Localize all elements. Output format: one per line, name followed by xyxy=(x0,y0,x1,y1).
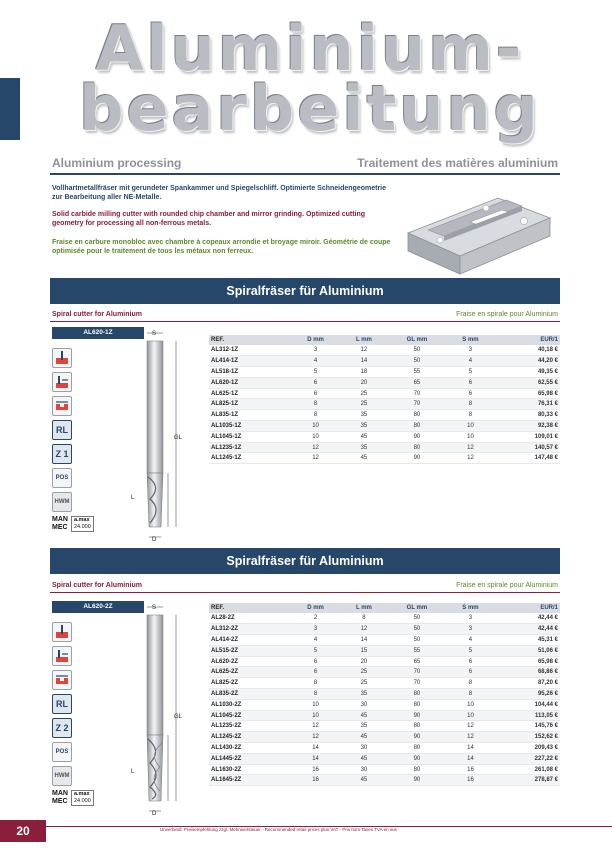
cell-l: 45 xyxy=(340,775,387,786)
col-gl-header: GL mm xyxy=(388,335,447,345)
cell-price: 104,44 € xyxy=(495,699,560,710)
section-2-subtitle-english: Spiral cutter for Aluminium xyxy=(52,582,142,589)
table-row xyxy=(209,399,560,410)
section-1-cutter-drawing xyxy=(110,327,200,545)
cell-l: 14 xyxy=(340,356,387,367)
cell-d: 10 xyxy=(291,431,340,442)
cell-price: 147,48 € xyxy=(495,453,560,464)
cell-s: 12 xyxy=(446,453,495,464)
cell-s: 12 xyxy=(446,732,495,743)
subtitle-french: Traitement des matières aluminium xyxy=(357,156,558,170)
cell-s: 6 xyxy=(446,388,495,399)
cell-s: 3 xyxy=(446,613,495,624)
cell-price: 227,22 € xyxy=(495,753,560,764)
side-color-bar xyxy=(0,78,20,140)
cell-gl: 90 xyxy=(388,431,447,442)
cell-d: 5 xyxy=(291,645,340,656)
cell-ref: AL1235-1Z xyxy=(209,442,291,453)
cell-l: 35 xyxy=(340,689,387,700)
table-row xyxy=(209,710,560,721)
intro-english: Solid carbide milling cutter with rounded chip chamber and mirror grinding. Optimized cutting geometry for processing all non-ferrous metals. xyxy=(52,211,366,228)
cell-gl: 90 xyxy=(388,775,447,786)
cell-s: 10 xyxy=(446,699,495,710)
cell-gl: 80 xyxy=(388,442,447,453)
pos-icon: POS xyxy=(52,468,72,488)
cell-s: 8 xyxy=(446,410,495,421)
cell-price: 49,35 € xyxy=(495,367,560,378)
cell-gl: 80 xyxy=(388,421,447,432)
table-row xyxy=(209,377,560,388)
cell-gl: 70 xyxy=(388,399,447,410)
dim-gl-label: GL xyxy=(174,435,183,441)
page-title-line-2: bearbeitung xyxy=(79,72,541,145)
cell-d: 6 xyxy=(291,377,340,388)
flute-count-icon: Z 2 xyxy=(52,718,72,738)
cell-ref: AL1035-1Z xyxy=(209,421,291,432)
cell-l: 12 xyxy=(340,624,387,635)
cell-ref: AL1630-2Z xyxy=(209,764,291,775)
dim-gl-label: GL xyxy=(174,714,183,720)
table-row xyxy=(209,753,560,764)
cell-l: 8 xyxy=(340,613,387,624)
slot-milling-icon xyxy=(52,396,72,416)
cell-gl: 80 xyxy=(388,764,447,775)
cell-ref: AL835-2Z xyxy=(209,689,291,700)
cell-l: 30 xyxy=(340,699,387,710)
cell-d: 8 xyxy=(291,678,340,689)
cell-l: 25 xyxy=(340,399,387,410)
cell-d: 14 xyxy=(291,753,340,764)
dim-d-label: D xyxy=(152,811,157,817)
cell-price: 65,98 € xyxy=(495,388,560,399)
aluminium-block-illustration xyxy=(398,178,560,278)
table-row xyxy=(209,421,560,432)
cell-ref: AL1235-2Z xyxy=(209,721,291,732)
table-header-row xyxy=(209,603,560,613)
cell-d: 8 xyxy=(291,399,340,410)
cell-price: 68,86 € xyxy=(495,667,560,678)
cell-d: 12 xyxy=(291,442,340,453)
cell-price: 80,33 € xyxy=(495,410,560,421)
cell-s: 12 xyxy=(446,721,495,732)
section-2-subtitle xyxy=(50,580,560,592)
col-s-header: S mm xyxy=(446,603,495,613)
cell-gl: 50 xyxy=(388,635,447,646)
cell-price: 109,01 € xyxy=(495,431,560,442)
cell-l: 35 xyxy=(340,421,387,432)
cell-price: 113,05 € xyxy=(495,710,560,721)
table-row xyxy=(209,442,560,453)
table-row xyxy=(209,453,560,464)
cell-l: 25 xyxy=(340,388,387,399)
cell-ref: AL312-1Z xyxy=(209,345,291,356)
cell-l: 45 xyxy=(340,753,387,764)
table-row xyxy=(209,732,560,743)
cell-ref: AL414-2Z xyxy=(209,635,291,646)
section-2-feature-icons xyxy=(52,622,91,806)
cell-ref: AL414-1Z xyxy=(209,356,291,367)
cell-s: 10 xyxy=(446,421,495,432)
cell-price: 42,44 € xyxy=(495,624,560,635)
cell-s: 3 xyxy=(446,345,495,356)
table-row xyxy=(209,764,560,775)
dim-s-label: S xyxy=(152,331,157,337)
cell-l: 45 xyxy=(340,710,387,721)
max-rpm-box xyxy=(71,516,94,532)
subtitle-english: Aluminium processing xyxy=(52,156,182,170)
cell-d: 5 xyxy=(291,367,340,378)
amax-label: a.max xyxy=(73,517,90,523)
subtitle-divider xyxy=(50,173,560,175)
cell-l: 45 xyxy=(340,453,387,464)
hwm-carbide-icon: HWM xyxy=(52,766,72,786)
section-2-title: Spiralfräser für Aluminium xyxy=(50,548,560,574)
cell-l: 35 xyxy=(340,410,387,421)
table-row xyxy=(209,656,560,667)
cell-ref: AL1445-2Z xyxy=(209,753,291,764)
section-1-subtitle xyxy=(50,309,560,321)
col-s-header: S mm xyxy=(446,335,495,345)
cell-d: 3 xyxy=(291,624,340,635)
cell-price: 152,62 € xyxy=(495,732,560,743)
cell-l: 20 xyxy=(340,377,387,388)
cell-gl: 90 xyxy=(388,753,447,764)
cell-gl: 80 xyxy=(388,743,447,754)
table-row xyxy=(209,689,560,700)
cell-ref: AL825-2Z xyxy=(209,678,291,689)
col-l-header: L mm xyxy=(340,335,387,345)
cell-ref: AL1045-1Z xyxy=(209,431,291,442)
col-price-header: EUR/1 xyxy=(495,603,560,613)
cell-d: 12 xyxy=(291,732,340,743)
cell-s: 10 xyxy=(446,431,495,442)
col-ref-header: REF. xyxy=(209,603,291,613)
cell-s: 4 xyxy=(446,356,495,367)
cell-gl: 80 xyxy=(388,721,447,732)
cell-gl: 70 xyxy=(388,667,447,678)
cell-gl: 55 xyxy=(388,645,447,656)
col-d-header: D mm xyxy=(291,335,340,345)
hwm-carbide-icon: HWM xyxy=(52,492,72,512)
table-row xyxy=(209,721,560,732)
section-2-table-body xyxy=(209,613,560,786)
col-d-header: D mm xyxy=(291,603,340,613)
man-label: MAN xyxy=(52,516,68,523)
cell-gl: 50 xyxy=(388,624,447,635)
section-1-subtitle-french: Fraise en spirale pour Aluminium xyxy=(456,311,558,318)
cell-s: 8 xyxy=(446,399,495,410)
cell-d: 6 xyxy=(291,656,340,667)
slot-milling-icon xyxy=(52,670,72,690)
section-2-cutter-drawing xyxy=(110,601,200,819)
col-l-header: L mm xyxy=(340,603,387,613)
rl-rotation-icon: RL xyxy=(52,420,72,440)
section-1-feature-icons xyxy=(52,348,91,532)
table-row xyxy=(209,388,560,399)
cell-price: 278,87 € xyxy=(495,775,560,786)
table-row xyxy=(209,356,560,367)
table-row xyxy=(209,743,560,754)
cell-s: 12 xyxy=(446,442,495,453)
cell-gl: 80 xyxy=(388,689,447,700)
cell-d: 8 xyxy=(291,689,340,700)
side-milling-icon xyxy=(52,372,72,392)
cell-l: 45 xyxy=(340,732,387,743)
cell-gl: 50 xyxy=(388,345,447,356)
cell-d: 10 xyxy=(291,421,340,432)
cell-l: 45 xyxy=(340,431,387,442)
machine-type-label xyxy=(52,516,91,532)
cell-gl: 50 xyxy=(388,613,447,624)
plunge-cut-icon xyxy=(52,348,72,368)
cell-s: 6 xyxy=(446,377,495,388)
cell-gl: 70 xyxy=(388,678,447,689)
cell-gl: 55 xyxy=(388,367,447,378)
section-2-subtitle-french: Fraise en spirale pour Aluminium xyxy=(456,582,558,589)
section-1-subtitle-english: Spiral cutter for Aluminium xyxy=(52,311,142,318)
section-1-table-body xyxy=(209,345,560,464)
cell-s: 6 xyxy=(446,656,495,667)
dim-l-label: L xyxy=(131,769,135,775)
cell-price: 76,31 € xyxy=(495,399,560,410)
dim-s-label: S xyxy=(152,605,157,611)
cell-l: 35 xyxy=(340,721,387,732)
table-row xyxy=(209,410,560,421)
cell-price: 92,38 € xyxy=(495,421,560,432)
cell-ref: AL1045-2Z xyxy=(209,710,291,721)
col-gl-header: GL mm xyxy=(388,603,447,613)
cell-gl: 80 xyxy=(388,410,447,421)
cell-ref: AL518-1Z xyxy=(209,367,291,378)
cell-s: 5 xyxy=(446,367,495,378)
cell-l: 30 xyxy=(340,743,387,754)
cell-ref: AL312-2Z xyxy=(209,624,291,635)
cell-d: 10 xyxy=(291,710,340,721)
cell-price: 51,06 € xyxy=(495,645,560,656)
amax-label: a.max xyxy=(73,791,90,797)
cell-price: 145,76 € xyxy=(495,721,560,732)
col-price-header: EUR/1 xyxy=(495,335,560,345)
cell-s: 8 xyxy=(446,678,495,689)
section-1-title: Spiralfräser für Aluminium xyxy=(50,278,560,304)
cell-l: 35 xyxy=(340,442,387,453)
cell-d: 10 xyxy=(291,699,340,710)
section-1-price-table xyxy=(209,335,560,464)
cell-l: 15 xyxy=(340,645,387,656)
cell-gl: 90 xyxy=(388,732,447,743)
table-row xyxy=(209,678,560,689)
table-row xyxy=(209,624,560,635)
cell-s: 6 xyxy=(446,667,495,678)
cell-ref: AL1430-2Z xyxy=(209,743,291,754)
table-row xyxy=(209,699,560,710)
table-row xyxy=(209,613,560,624)
cell-price: 44,20 € xyxy=(495,356,560,367)
cell-ref: AL620-2Z xyxy=(209,656,291,667)
cell-ref: AL1245-2Z xyxy=(209,732,291,743)
cell-s: 14 xyxy=(446,753,495,764)
cell-ref: AL835-1Z xyxy=(209,410,291,421)
machine-type-label xyxy=(52,790,91,806)
table-row xyxy=(209,667,560,678)
cell-d: 14 xyxy=(291,743,340,754)
max-rpm-value: 24.000 xyxy=(73,524,91,530)
cell-gl: 90 xyxy=(388,710,447,721)
cell-gl: 50 xyxy=(388,356,447,367)
cell-gl: 65 xyxy=(388,656,447,667)
table-row xyxy=(209,645,560,656)
pos-icon: POS xyxy=(52,742,72,762)
cell-d: 16 xyxy=(291,764,340,775)
subtitle-row xyxy=(50,156,560,170)
table-row xyxy=(209,367,560,378)
page-number: 20 xyxy=(0,820,46,842)
plunge-cut-icon xyxy=(52,622,72,642)
cell-d: 8 xyxy=(291,410,340,421)
dim-l-label: L xyxy=(131,495,135,501)
cell-price: 62,55 € xyxy=(495,377,560,388)
cell-price: 95,26 € xyxy=(495,689,560,700)
cell-ref: AL1245-1Z xyxy=(209,453,291,464)
cell-gl: 80 xyxy=(388,699,447,710)
max-rpm-box xyxy=(71,790,94,806)
side-milling-icon xyxy=(52,646,72,666)
cell-ref: AL515-2Z xyxy=(209,645,291,656)
flute-count-icon: Z 1 xyxy=(52,444,72,464)
cell-d: 12 xyxy=(291,721,340,732)
max-rpm-value: 24.000 xyxy=(73,798,91,804)
table-row xyxy=(209,431,560,442)
cell-d: 4 xyxy=(291,635,340,646)
man-label: MAN xyxy=(52,790,68,797)
section-2-divider xyxy=(50,592,560,593)
section-1-divider xyxy=(50,321,560,322)
section-1-model-badge: AL620-1Z xyxy=(52,327,144,339)
intro-french: Fraise en carbure monobloc avec chambre à copeaux arrondie et broyage miroir. Géométrie de coupe optimisée pour le traitement de tous les métaux non ferreux. xyxy=(52,239,391,256)
mec-label: MEC xyxy=(52,798,68,805)
col-ref-header: REF. xyxy=(209,335,291,345)
cell-price: 65,98 € xyxy=(495,656,560,667)
cell-price: 42,44 € xyxy=(495,613,560,624)
cell-price: 45,31 € xyxy=(495,635,560,646)
cell-s: 10 xyxy=(446,710,495,721)
mec-label: MEC xyxy=(52,524,68,531)
page-title-line-1: Aluminium- xyxy=(95,12,525,85)
cell-gl: 90 xyxy=(388,453,447,464)
table-row xyxy=(209,345,560,356)
rl-rotation-icon: RL xyxy=(52,694,72,714)
cell-d: 16 xyxy=(291,775,340,786)
cell-price: 261,08 € xyxy=(495,764,560,775)
cell-d: 3 xyxy=(291,345,340,356)
cell-ref: AL28-2Z xyxy=(209,613,291,624)
cell-l: 12 xyxy=(340,345,387,356)
cell-ref: AL625-2Z xyxy=(209,667,291,678)
section-2-price-table xyxy=(209,603,560,786)
cell-l: 20 xyxy=(340,656,387,667)
cell-s: 16 xyxy=(446,775,495,786)
cell-price: 87,20 € xyxy=(495,678,560,689)
cell-s: 5 xyxy=(446,645,495,656)
cell-s: 3 xyxy=(446,624,495,635)
cell-price: 140,57 € xyxy=(495,442,560,453)
cell-l: 30 xyxy=(340,764,387,775)
cell-s: 14 xyxy=(446,743,495,754)
table-row xyxy=(209,635,560,646)
cell-ref: AL825-1Z xyxy=(209,399,291,410)
cell-l: 25 xyxy=(340,667,387,678)
section-2-model-badge: AL620-2Z xyxy=(52,601,144,613)
table-header-row xyxy=(209,335,560,345)
cell-d: 4 xyxy=(291,356,340,367)
cell-d: 2 xyxy=(291,613,340,624)
cell-ref: AL1645-2Z xyxy=(209,775,291,786)
cell-d: 6 xyxy=(291,667,340,678)
cell-ref: AL1030-2Z xyxy=(209,699,291,710)
dim-d-label: D xyxy=(152,537,157,543)
cell-price: 40,18 € xyxy=(495,345,560,356)
cell-s: 16 xyxy=(446,764,495,775)
cell-d: 6 xyxy=(291,388,340,399)
cell-l: 18 xyxy=(340,367,387,378)
cell-s: 4 xyxy=(446,635,495,646)
cell-price: 209,43 € xyxy=(495,743,560,754)
cell-ref: AL625-1Z xyxy=(209,388,291,399)
footer-price-note: Unverbindl. Preisempfehlung zzgl. Mehrwertsteuer - Recommended retail prices plus VAT - Prix hors Taxes TVA en sus xyxy=(160,827,397,832)
cell-d: 12 xyxy=(291,453,340,464)
cell-s: 8 xyxy=(446,689,495,700)
cell-ref: AL620-1Z xyxy=(209,377,291,388)
cell-l: 14 xyxy=(340,635,387,646)
table-row xyxy=(209,775,560,786)
intro-german: Vollhartmetallfräser mit gerundeter Spankammer und Spiegelschliff. Optimierte Schneidengeometrie zur Bearbeitung aller NE-Metalle. xyxy=(52,185,387,202)
cell-gl: 65 xyxy=(388,377,447,388)
cell-gl: 70 xyxy=(388,388,447,399)
cell-l: 25 xyxy=(340,678,387,689)
